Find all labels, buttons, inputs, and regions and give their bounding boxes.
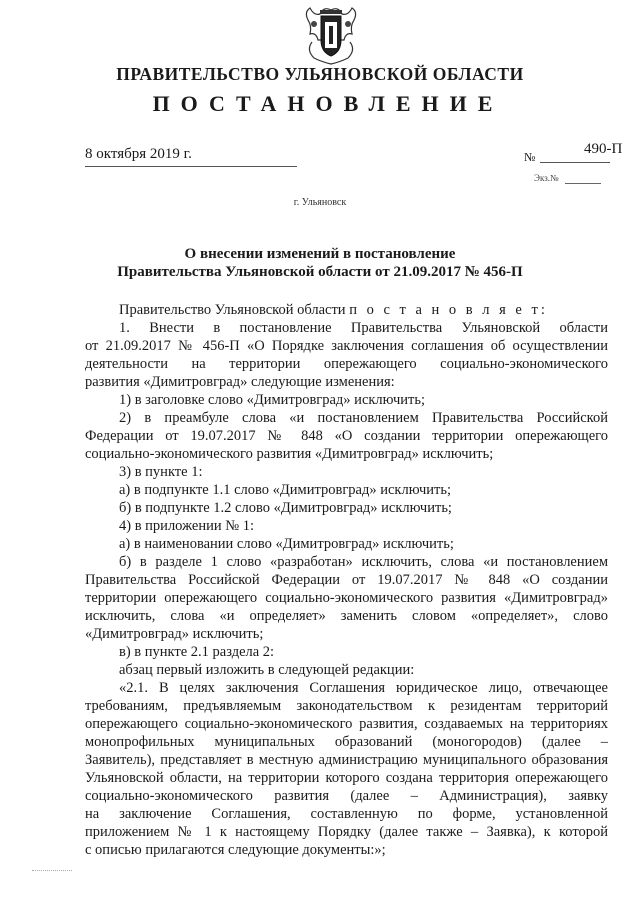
paragraph-1-line: от 21.09.2017 № 456-П «О Порядке заключения соглашения об осуществлении (85, 338, 608, 354)
quoted-text-line: на заключение Соглашения, составленную по форме, установленной (85, 806, 608, 822)
quoted-text-line: социально-экономического развития (далее – Администрация), заявку (85, 788, 608, 804)
quoted-text-line: требованиям, предъявляемым законодательством к резидентам территорий (85, 698, 608, 714)
paragraph-note: абзац первый изложить в следующей редакции: (119, 662, 415, 678)
item-4b-line: исключить, слова «и определяет» заменить словом «определяет», слово (85, 608, 608, 624)
title-line-1: О внесении изменений в постановление (184, 246, 456, 262)
city-label: г. Ульяновск (293, 197, 347, 208)
item-4a: а) в наименовании слово «Димитровград» исключить; (119, 536, 454, 552)
number-underline (540, 162, 610, 163)
copy-number-label: Экз.№ (534, 173, 559, 183)
item-3b: б) в подпункте 1.2 слово «Димитровград» исключить; (119, 500, 452, 516)
copy-number-underline (565, 183, 601, 184)
government-title: ПРАВИТЕЛЬСТВО УЛЬЯНОВСКОЙ ОБЛАСТИ (116, 64, 524, 84)
paragraph-1-line: деятельности на территории опережающего социально-экономического (85, 356, 608, 372)
item-4b-line: Правительства Российской Федерации от 19.07.2017 № 848 «О создании (85, 572, 608, 588)
item-1: 1) в заголовке слово «Димитровград» исключить; (119, 392, 425, 408)
quoted-text-line: опережающего социально-экономического развития, создаваемых на территориях (85, 716, 608, 732)
title-line-2: Правительства Ульяновской области от 21.09.2017 № 456-П (117, 264, 523, 280)
document-date: 8 октября 2019 г. (85, 146, 192, 162)
paragraph-1-line: развития «Димитровград» следующие изменения: (85, 374, 395, 390)
document-number: 490-П (584, 141, 623, 157)
quoted-text-line: приложением № 1 к настоящему Порядку (далее также – Заявка), к которой (85, 824, 608, 840)
item-4c: в) в пункте 2.1 раздела 2: (119, 644, 275, 660)
item-4: 4) в приложении № 1: (119, 518, 254, 534)
item-2-line: 2) в преамбуле слова «и постановлением Правительства Российской (119, 410, 608, 426)
quoted-text-line: «2.1. В целях заключения Соглашения юридическое лицо, отвечающее (119, 680, 608, 696)
quoted-text-line: Заявитель), представляет в местную администрацию муниципального образования (85, 752, 608, 768)
intro-verb: п о с т а н о в л я е т: (349, 302, 548, 318)
coat-of-arms-icon (300, 2, 362, 66)
document-type: ПОСТАНОВЛЕНИЕ (152, 91, 504, 116)
item-2-line: социально-экономического развития «Димитровград» исключить; (85, 446, 494, 462)
intro-subject: Правительство Ульяновской области (119, 302, 346, 318)
quoted-text-line: с описью прилагаются следующие документы:»; (85, 842, 386, 858)
item-3a: а) в подпункте 1.1 слово «Димитровград» исключить; (119, 482, 452, 498)
item-4b-line: «Димитровград» исключить; (85, 626, 264, 642)
item-3: 3) в пункте 1: (119, 464, 203, 480)
intro-line (119, 302, 548, 319)
item-2-line: Федерации от 19.07.2017 № 848 «О создании территории опережающего (85, 428, 608, 444)
quoted-text-line: Ульяновской области, на территории которого создана территория опережающего (85, 770, 608, 786)
scan-artifact (32, 870, 72, 871)
date-underline (85, 166, 297, 167)
item-4b-line: территории опережающего социально-экономического развития «Димитровград» (85, 590, 608, 606)
number-sign: № (524, 150, 536, 164)
item-4b-line: б) в разделе 1 слово «разработан» исключить, слова «и постановлением (119, 554, 608, 570)
quoted-text-line: монопрофильных муниципальных образований (моногородов) (далее – (85, 734, 608, 750)
paragraph-1-line: 1. Внести в постановление Правительства Ульяновской области (119, 320, 608, 336)
